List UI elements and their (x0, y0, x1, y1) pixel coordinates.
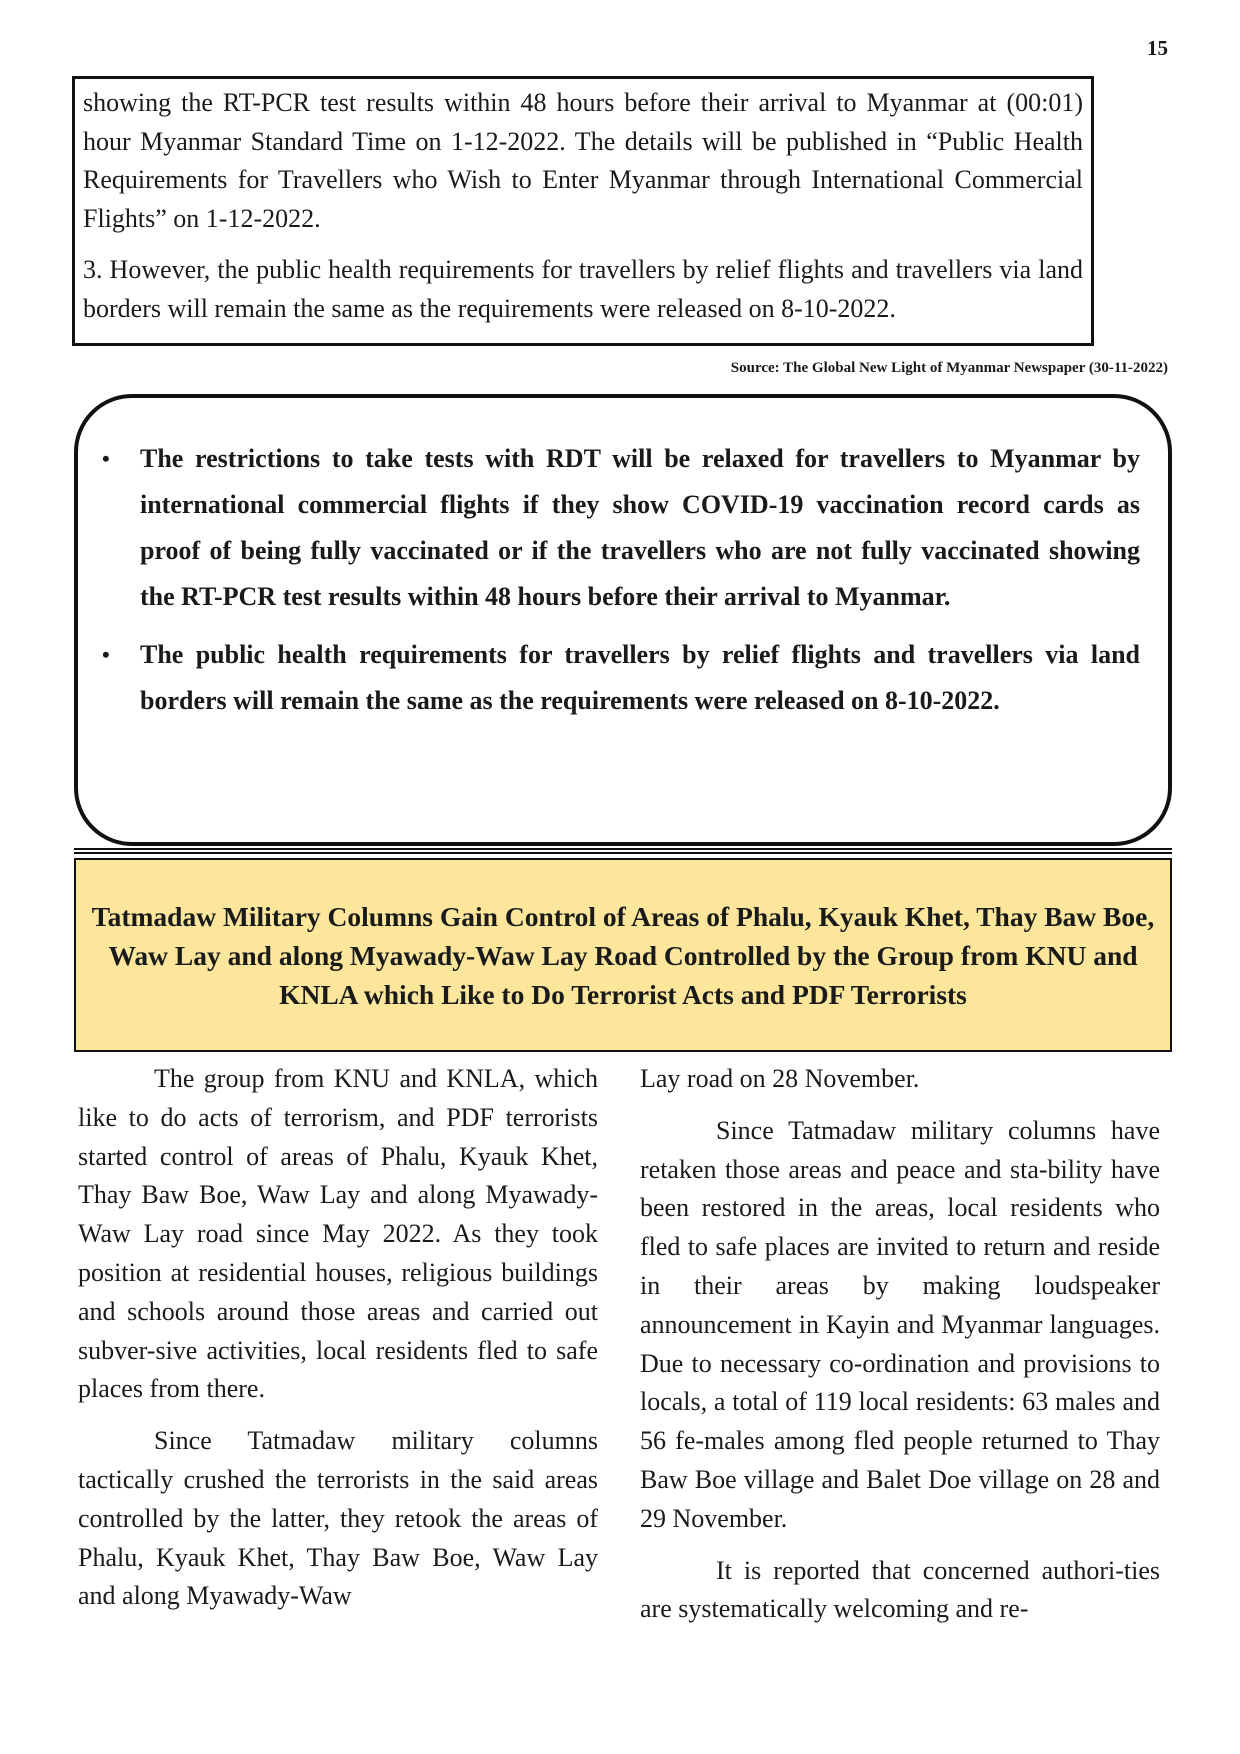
summary-box (74, 394, 1172, 846)
notice-paragraph: 3. However, the public health requirements for travellers by relief flights and travellers via land borders will remain the same as the requirements were released on 8-10-2022. (83, 255, 1083, 323)
summary-bullet-text: The restrictions to take tests with RDT will be relaxed for travellers to Myanmar by international commercial flights if they show COVID-19 vaccination record cards as proof of being fully vaccinated or if the travellers who are not fully vaccinated showing the RT-PCR test results within 48 hours before their arrival to Myanmar. (140, 444, 1140, 611)
summary-bullet-item (102, 632, 1140, 724)
summary-list (102, 436, 1140, 724)
article-headline: Tatmadaw Military Columns Gain Control of Areas of Phalu, Kyauk Khet, Thay Baw Boe, Waw Lay and along Myawady-Waw Lay Road Controlled by the Group from KNU and KNLA which Like to Do Terrorist Acts and PDF Terrorists (91, 900, 1155, 1010)
source-credit: Source: The Global New Light of Myanmar Newspaper (30-11-2022) (730, 360, 1168, 376)
divider-rule (74, 852, 1172, 854)
article-paragraph: The group from KNU and KNLA, which like to do acts of terrorism, and PDF terrorists started control of areas of Phalu, Kyauk Khet, Thay Baw Boe, Waw Lay and along Myawady-Waw Lay road since May 2022. As they took position at residential houses, religious buildings and schools around those areas and carried out subver-sive activities, local residents fled to safe places from there. (78, 1064, 598, 1404)
article-column-right (640, 1060, 1160, 1629)
headline-box (74, 858, 1172, 1052)
bullet-icon: • (102, 446, 110, 471)
divider-rule (74, 848, 1172, 850)
article-paragraph: It is reported that concerned authori-ties are systematically welcoming and re- (640, 1555, 1160, 1624)
page-number: 15 (1147, 36, 1168, 60)
summary-bullet-text: The public health requirements for travellers by relief flights and travellers via land borders will remain the same as the requirements were released on 8-10-2022. (140, 640, 1140, 715)
summary-bullet-item (102, 436, 1140, 620)
article-body (78, 1060, 1160, 1660)
article-paragraph: Lay road on 28 November. (640, 1064, 920, 1093)
article-column-left (78, 1060, 598, 1616)
continued-notice-box (72, 76, 1094, 346)
article-paragraph: Since Tatmadaw military columns have retaken those areas and peace and sta-bility have been restored in the areas, local residents who fled to safe places are invited to return and reside in their areas by making loudspeaker announcement in Kayin and Myanmar languages. Due to necessary co-ordination and provisions to locals, a total of 119 local residents: 63 males and 56 fe-males among fled people returned to Thay Baw Boe village and Balet Doe village on 28 and 29 November. (640, 1115, 1160, 1533)
notice-paragraph: showing the RT-PCR test results within 48 hours before their arrival to Myanmar at (00:01) hour Myanmar Standard Time on 1-12-2022. The details will be published in “Public Health Requirements for Travellers who Wish to Enter Myanmar through International Commercial Flights” on 1-12-2022. (83, 88, 1083, 233)
article-paragraph: Since Tatmadaw military columns tactically crushed the terrorists in the said areas controlled by the latter, they retook the areas of Phalu, Kyauk Khet, Thay Baw Boe, Waw Lay and along Myawady-Waw (78, 1426, 598, 1611)
bullet-icon: • (102, 642, 110, 667)
